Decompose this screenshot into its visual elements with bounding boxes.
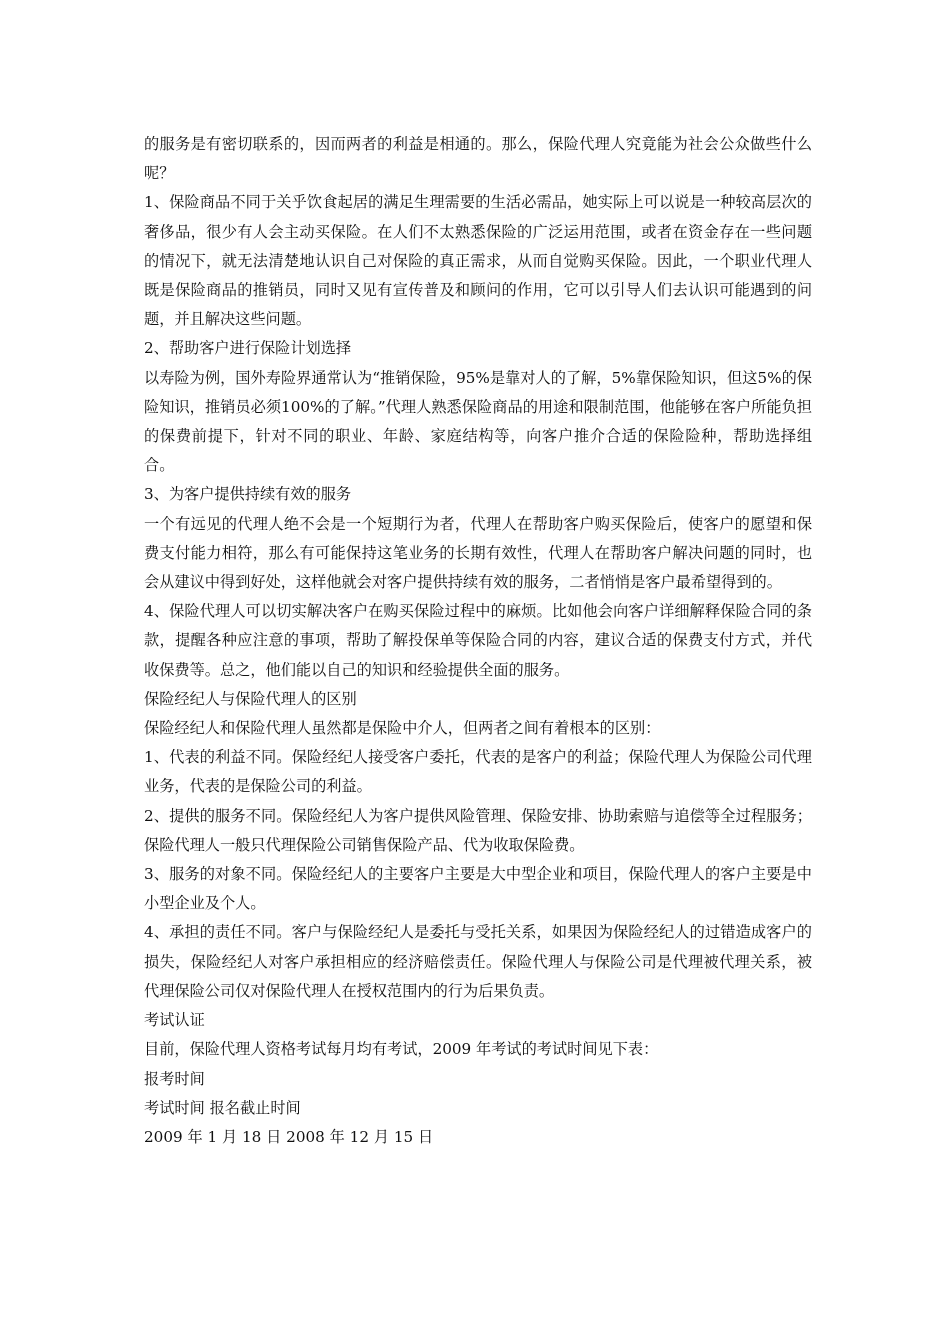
heading-exam-certification: 考试认证	[144, 1011, 205, 1030]
paragraph-continuous-service: 一个有远见的代理人绝不会是一个短期行为者，代理人在帮助客户购买保险后，使客户的愿望和保费支付能力相符，那么有可能保持这笔业务的长期有效性，代理人在帮助客户解决问题的同时，也会从建议中得到好处，这样他就会对客户提供持续有效的服务，二者悄悄是客户最希望得到的。	[144, 514, 812, 592]
paragraph-difference-responsibility: 4、承担的责任不同。客户与保险经纪人是委托与受托关系，如果因为保险经纪人的过错造成客户的损失，保险经纪人对客户承担相应的经济赔偿责任。保险代理人与保险公司是代理被代理关系，被代理保险公司仅对保险代理人在授权范围内的行为后果负责。	[144, 923, 812, 1000]
label-registration-time: 报考时间	[144, 1069, 205, 1088]
paragraph-plan-selection: 以寿险为例，国外寿险界通常认为“推销保险，95%是靠对人的了解，5%靠保险知识，但这5%的保险知识，推销员必须100%的了解。”代理人熟悉保险商品的用途和限制范围，他能够在客户所能负担的保费前提下，针对不同的职业、年龄、家庭结构等，向客户推介合适的保险险种，帮助选择组合。	[144, 368, 812, 475]
paragraph-exam-schedule-intro: 目前，保险代理人资格考试每月均有考试，2009 年考试的考试时间见下表：	[144, 1040, 659, 1059]
paragraph-point-1-promotion: 1、保险商品不同于关乎饮食起居的满足生理需要的生活必需品，她实际上可以说是一种较高层次的奢侈品，很少有人会主动买保险。在人们不太熟悉保险的广泛运用范围，或者在资金存在一些问题的情况下，就无法清楚地认识自己对保险的真正需求，从而自觉购买保险。因此，一个职业代理人既是保险商品的推销员，同时又见有宣传普及和顾问的作用，它可以引导人们去认识可能遇到的问题，并且解决这些问题。	[144, 193, 812, 329]
row-exam-date-2009-01: 2009 年 1 月 18 日 2008 年 12 月 15 日	[144, 1127, 434, 1146]
paragraph-difference-target: 3、服务的对象不同。保险经纪人的主要客户主要是大中型企业和项目，保险代理人的客户主要是中小型企业及个人。	[144, 865, 812, 913]
paragraph-intro-continuation: 的服务是有密切联系的，因而两者的利益是相通的。那么，保险代理人究竟能为社会公众做些什么呢？	[144, 135, 812, 183]
heading-broker-vs-agent: 保险经纪人与保险代理人的区别	[144, 689, 357, 708]
paragraph-broker-vs-agent-intro: 保险经纪人和保险代理人虽然都是保险中介人，但两者之间有着根本的区别：	[144, 719, 661, 738]
label-exam-and-deadline: 考试时间 报名截止时间	[144, 1098, 301, 1117]
heading-continuous-service: 3、为客户提供持续有效的服务	[144, 485, 352, 504]
heading-plan-selection: 2、帮助客户进行保险计划选择	[144, 339, 352, 358]
document-body	[144, 130, 812, 1152]
paragraph-difference-interest: 1、代表的利益不同。保险经纪人接受客户委托，代表的是客户的利益；保险代理人为保险公司代理业务，代表的是保险公司的利益。	[144, 748, 812, 796]
paragraph-point-4-solve-trouble: 4、保险代理人可以切实解决客户在购买保险过程中的麻烦。比如他会向客户详细解释保险合同的条款，提醒各种应注意的事项，帮助了解投保单等保险合同的内容，建议合适的保费支付方式，并代收保费等。总之，他们能以自己的知识和经验提供全面的服务。	[144, 602, 812, 679]
paragraph-difference-service: 2、提供的服务不同。保险经纪人为客户提供风险管理、保险安排、协助索赔与追偿等全过程服务；保险代理人一般只代理保险公司销售保险产品、代为收取保险费。	[144, 806, 812, 854]
